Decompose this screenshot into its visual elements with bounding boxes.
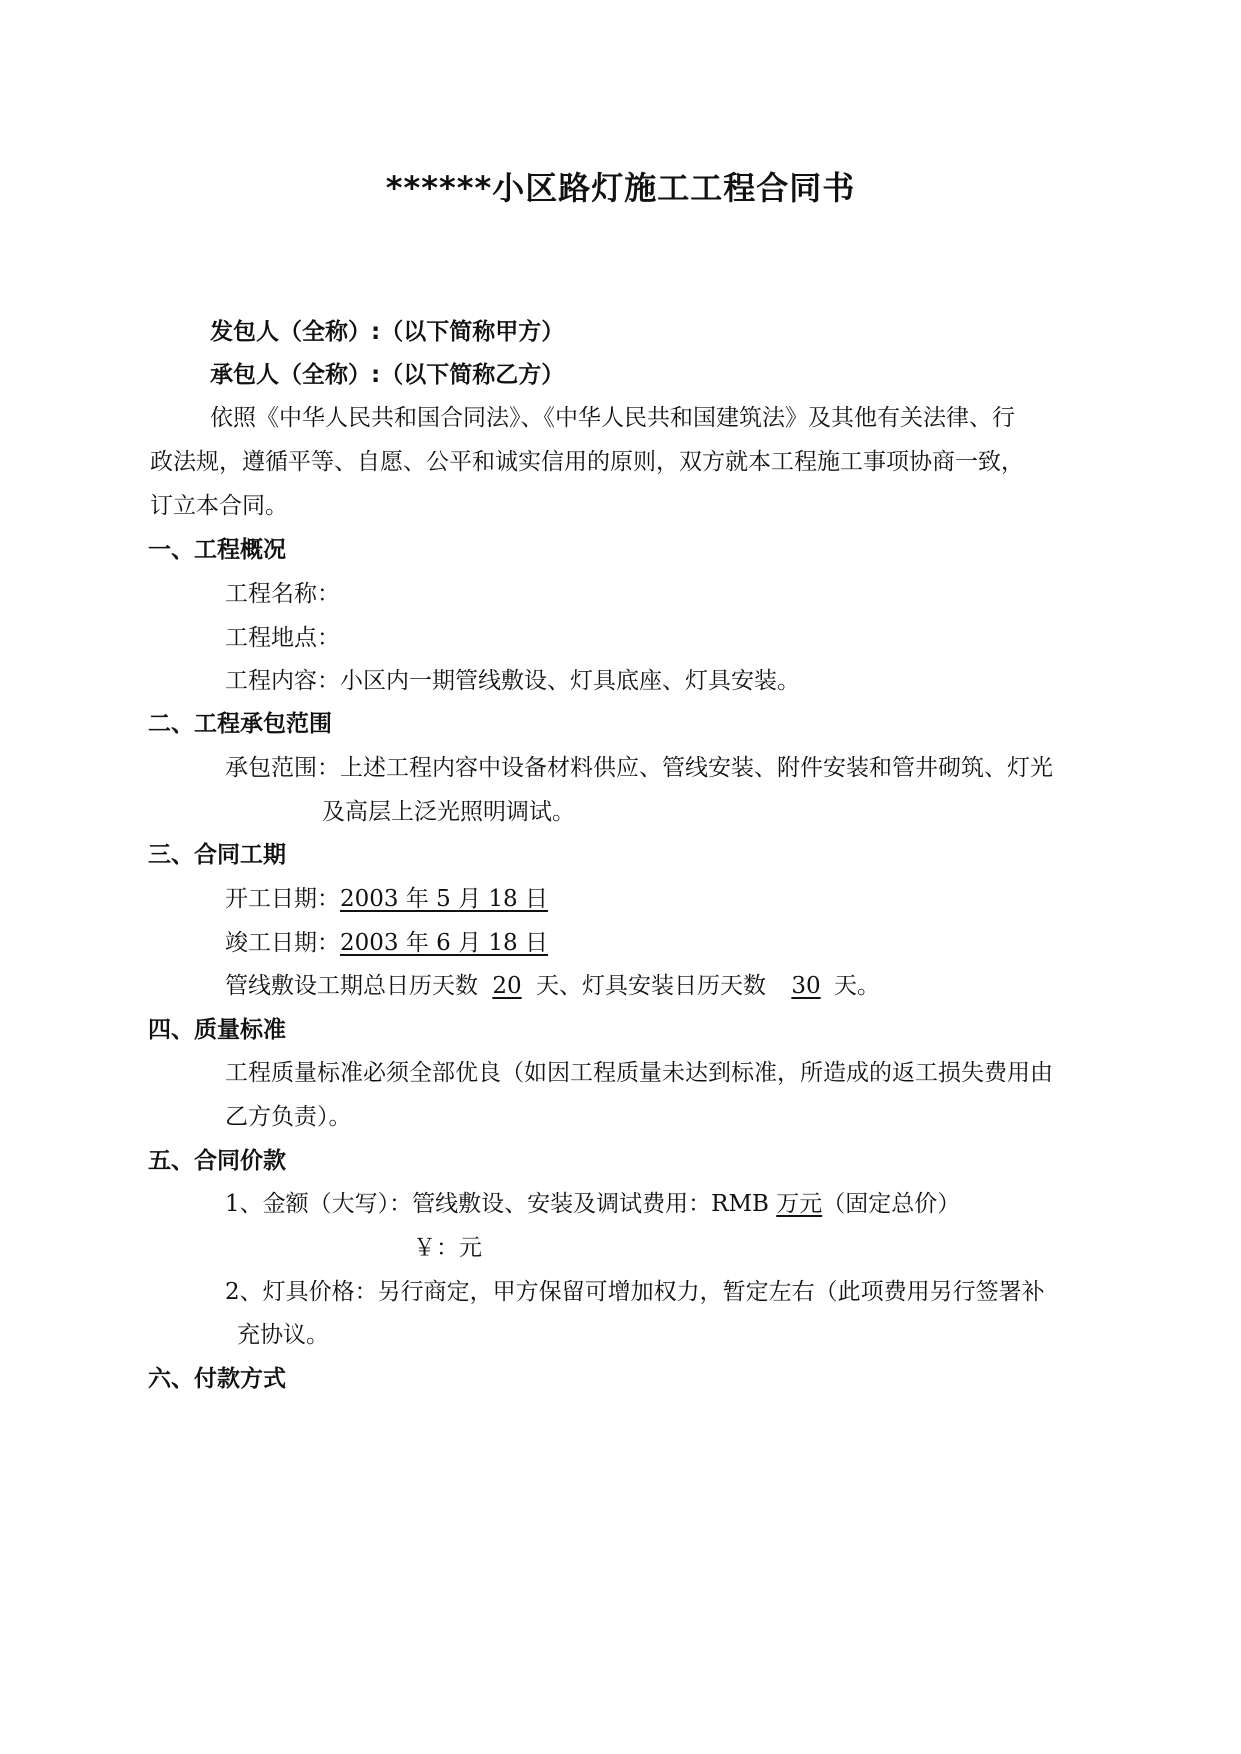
duration-suffix: 天。 (834, 973, 880, 999)
contractor-line: 承包人（全称）:（以下简称乙方） (210, 362, 565, 388)
section-heading-6: 六、付款方式 (148, 1366, 286, 1392)
section-heading-4: 四、质量标准 (148, 1017, 286, 1043)
pipe-days-value: 20 (492, 973, 522, 999)
duration-line (225, 971, 880, 1001)
start-date-label: 开工日期： (225, 886, 340, 912)
amount-figure: ￥：元 (413, 1235, 482, 1261)
section-heading-2: 二、工程承包范围 (148, 711, 332, 737)
duration-prefix: 管线敷设工期总日历天数 (225, 973, 478, 999)
project-name-label: 工程名称： (225, 581, 340, 607)
amount-unit: 万元 (776, 1191, 823, 1217)
scope-line-2: 及高层上泛光照明调试。 (322, 799, 575, 825)
end-date-value: 2003 年 6 月 18 日 (340, 930, 548, 956)
preamble-line-2: 政法规，遵循平等、自愿、公平和诚实信用的原则，双方就本工程施工事项协商一致， (150, 449, 1024, 475)
duration-mid: 天、灯具安装日历天数 (536, 973, 766, 999)
project-content: 工程内容：小区内一期管线敷设、灯具底座、灯具安装。 (225, 668, 800, 694)
project-location-label: 工程地点： (225, 625, 340, 651)
preamble-line-1: 依照《中华人民共和国合同法》、《中华人民共和国建筑法》及其他有关法律、行 (210, 405, 1015, 431)
lamp-price-line-1: 2、灯具价格：另行商定，甲方保留可增加权力，暂定左右（此项费用另行签署补 (225, 1279, 1045, 1305)
document-title: ******小区路灯施工工程合同书 (385, 169, 856, 207)
quality-line-2: 乙方负责）。 (225, 1104, 352, 1130)
end-date-line (225, 928, 548, 958)
amount-line (225, 1189, 960, 1219)
amount-suffix: （固定总价） (822, 1191, 961, 1217)
preamble-line-3: 订立本合同。 (150, 493, 288, 519)
section-heading-3: 三、合同工期 (148, 842, 286, 868)
lamp-price-line-2: 充协议。 (237, 1322, 329, 1348)
lamp-days-value: 30 (791, 973, 821, 999)
section-heading-1: 一、工程概况 (148, 537, 286, 563)
scope-line-1: 承包范围：上述工程内容中设备材料供应、管线安装、附件安装和管井砌筑、灯光 (225, 755, 1053, 781)
amount-prefix: 1、金额（大写）：管线敷设、安装及调试费用：RMB (225, 1191, 777, 1217)
employer-line: 发包人（全称）:（以下简称甲方） (210, 319, 565, 345)
start-date-line (225, 884, 548, 914)
quality-line-1: 工程质量标准必须全部优良（如因工程质量未达到标准，所造成的返工损失费用由 (225, 1060, 1053, 1086)
start-date-value: 2003 年 5 月 18 日 (340, 886, 548, 912)
end-date-label: 竣工日期： (225, 930, 340, 956)
section-heading-5: 五、合同价款 (148, 1148, 286, 1174)
